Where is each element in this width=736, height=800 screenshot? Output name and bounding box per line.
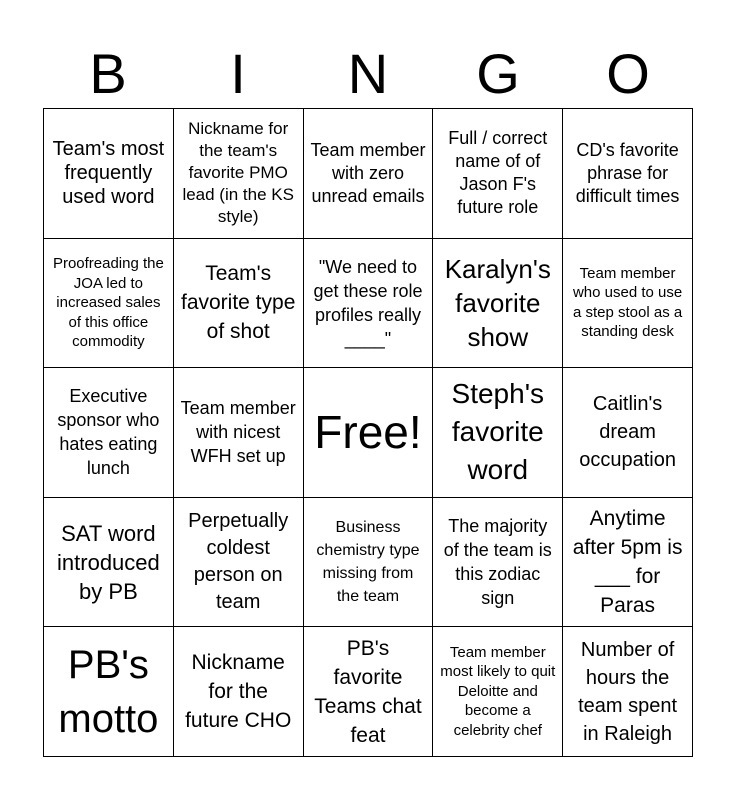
cell-text: Team member who used to use a step stool as a standing desk xyxy=(572,264,683,341)
cell-text: Proofreading the JOA led to increased sales of this office commodity xyxy=(52,255,164,351)
bingo-cell-r5c4[interactable] xyxy=(433,627,563,757)
bingo-cell-r4c5[interactable] xyxy=(563,498,693,628)
bingo-cell-r5c3[interactable] xyxy=(304,627,434,757)
cell-text: Steph's favorite word xyxy=(451,378,545,486)
header-letter-g: G xyxy=(476,42,520,105)
bingo-cell-r1c3[interactable] xyxy=(304,109,434,239)
cell-text: Team member most likely to quit Deloitte and become a celebrity chef xyxy=(440,643,556,739)
header-letter-i: I xyxy=(230,42,246,105)
cell-text: Free! xyxy=(314,406,422,459)
bingo-free-space[interactable] xyxy=(304,368,434,498)
bingo-cell-r5c1[interactable] xyxy=(44,627,174,757)
bingo-cell-r1c2[interactable] xyxy=(174,109,304,239)
bingo-cell-r3c2[interactable] xyxy=(174,368,304,498)
bingo-cell-r1c1[interactable] xyxy=(44,109,174,239)
cell-text: Anytime after 5pm is ___ for Paras xyxy=(572,507,683,618)
cell-text: Team member with nicest WFH set up xyxy=(180,398,296,467)
bingo-cell-r5c5[interactable] xyxy=(563,627,693,757)
bingo-cell-r2c1[interactable] xyxy=(44,239,174,369)
cell-text: Nickname for the future CHO xyxy=(185,651,292,733)
bingo-cell-r2c3[interactable] xyxy=(304,239,434,369)
bingo-cell-r1c4[interactable] xyxy=(433,109,563,239)
bingo-cell-r4c1[interactable] xyxy=(44,498,174,628)
bingo-cell-r5c2[interactable] xyxy=(174,627,304,757)
cell-text: CD's favorite phrase for difficult times xyxy=(575,139,680,206)
cell-text: PB's favorite Teams chat feat xyxy=(314,636,422,747)
bingo-header xyxy=(43,40,693,108)
cell-text: PB's motto xyxy=(58,642,159,741)
bingo-board xyxy=(43,108,693,757)
cell-text: The majority of the team is this zodiac sign xyxy=(443,516,552,609)
bingo-cell-r3c4[interactable] xyxy=(433,368,563,498)
cell-text: SAT word introduced by PB xyxy=(57,520,160,604)
bingo-cell-r3c1[interactable] xyxy=(44,368,174,498)
cell-text: "We need to get these role profiles really ____" xyxy=(313,256,423,349)
bingo-cell-r2c2[interactable] xyxy=(174,239,304,369)
bingo-cell-r2c4[interactable] xyxy=(433,239,563,369)
bingo-cell-r3c5[interactable] xyxy=(563,368,693,498)
cell-text: Perpetually coldest person on team xyxy=(188,510,289,614)
cell-text: Business chemistry type missing from the team xyxy=(316,519,420,606)
bingo-cell-r4c4[interactable] xyxy=(433,498,563,628)
cell-text: Executive sponsor who hates eating lunch xyxy=(57,386,160,479)
cell-text: Team's most frequently used word xyxy=(52,138,165,209)
bingo-cell-r2c5[interactable] xyxy=(563,239,693,369)
bingo-cell-r4c2[interactable] xyxy=(174,498,304,628)
cell-text: Team member with zero unread emails xyxy=(310,139,426,206)
cell-text: Nickname for the team's favorite PMO lead (in the KS style) xyxy=(182,119,294,227)
header-letter-n: N xyxy=(347,42,389,105)
cell-text: Caitlin's dream occupation xyxy=(579,393,676,472)
cell-text: Number of hours the team spent in Raleigh xyxy=(578,638,678,745)
header-letter-o: O xyxy=(606,42,650,105)
cell-text: Full / correct name of of Jason F's future role xyxy=(448,128,548,218)
cell-text: Karalyn's favorite show xyxy=(444,253,551,352)
cell-text: Team's favorite type of shot xyxy=(180,262,296,344)
bingo-cell-r1c5[interactable] xyxy=(563,109,693,239)
bingo-cell-r4c3[interactable] xyxy=(304,498,434,628)
header-letter-b: B xyxy=(89,42,127,105)
